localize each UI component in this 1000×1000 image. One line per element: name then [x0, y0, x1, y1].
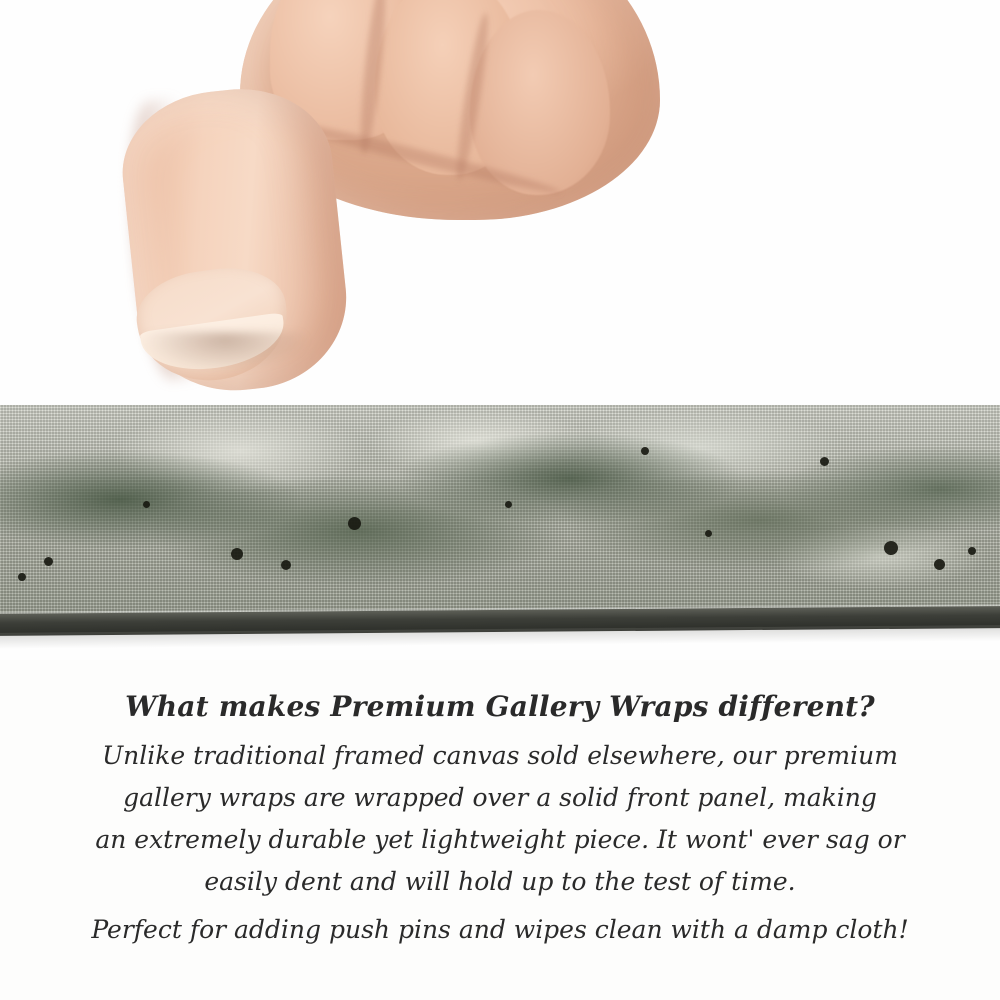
canvas-speck [820, 457, 829, 466]
caption-line-4: easily dent and will hold up to the test of time. [204, 867, 796, 896]
canvas-speck [348, 517, 361, 530]
canvas-speck [231, 548, 243, 560]
caption-line-2: gallery wraps are wrapped over a solid front panel, making [123, 783, 877, 812]
caption-line-1: Unlike traditional framed canvas sold elsewhere, our premium [102, 741, 898, 770]
caption-block [0, 690, 1000, 949]
finger-contact-shadow [140, 332, 310, 372]
canvas-speck [934, 559, 945, 570]
caption-line-3: an extremely durable yet lightweight piece. It wont' ever sag or [95, 825, 905, 854]
canvas-slab [0, 405, 1000, 635]
canvas-speck [44, 557, 53, 566]
canvas-speck [884, 541, 898, 555]
caption-heading: What makes Premium Gallery Wraps different? [125, 690, 875, 723]
canvas-speck [18, 573, 26, 581]
canvas-speck [281, 560, 291, 570]
canvas-speck [505, 501, 512, 508]
canvas-speck [705, 530, 712, 537]
canvas-speck [641, 447, 649, 455]
caption-final-line: Perfect for adding push pins and wipes clean with a damp cloth! [91, 915, 909, 944]
canvas-speck [968, 547, 976, 555]
canvas-printed-face [0, 405, 1000, 615]
canvas-speck [143, 501, 150, 508]
hand-graphic [120, 0, 640, 440]
